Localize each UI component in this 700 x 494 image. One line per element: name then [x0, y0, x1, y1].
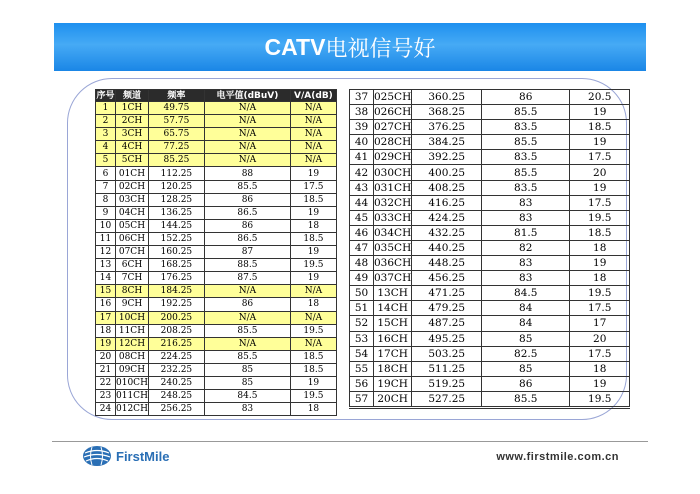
table-cell: 18 — [290, 219, 336, 232]
table-row — [350, 391, 630, 407]
table-row — [350, 225, 630, 240]
table-row — [350, 376, 630, 391]
table-cell: N/A — [204, 102, 290, 115]
table-cell: 527.25 — [412, 391, 482, 407]
table-row — [350, 165, 630, 180]
table-cell: 06CH — [116, 232, 149, 245]
table-cell: 88 — [204, 167, 290, 180]
right-signal-table — [349, 89, 630, 409]
table-cell: 82.5 — [482, 346, 570, 361]
logo-text: FirstMile — [116, 448, 170, 464]
table-cell: 16 — [96, 298, 116, 311]
table-row — [350, 105, 630, 120]
table-cell: 19.5 — [290, 324, 336, 337]
table-cell: 01CH — [116, 167, 149, 180]
table-cell: 1CH — [116, 102, 149, 115]
table-cell: 028CH — [374, 136, 412, 149]
table-cell: 18 — [290, 298, 336, 311]
table-cell: 392.25 — [412, 150, 482, 165]
globe-icon — [82, 445, 112, 467]
table-cell: 83.5 — [482, 150, 570, 165]
table-row — [96, 324, 337, 337]
table-cell: 18.5 — [570, 120, 630, 135]
table-row — [96, 141, 337, 154]
table-cell: 248.25 — [148, 390, 204, 403]
table-cell: N/A — [290, 337, 336, 350]
table-cell: N/A — [290, 102, 336, 115]
table-cell: 49 — [350, 271, 374, 286]
table-cell: N/A — [204, 337, 290, 350]
table-cell: N/A — [204, 141, 290, 154]
table-cell: 4 — [96, 141, 116, 154]
table-cell: 19 — [290, 272, 336, 285]
table-cell: 18.5 — [290, 193, 336, 206]
table-cell: 012CH — [116, 404, 148, 415]
table-cell: 011CH — [116, 391, 148, 402]
table-cell: 2 — [96, 115, 116, 128]
table-cell: 224.25 — [148, 350, 204, 363]
table-row — [350, 331, 630, 346]
table-cell: 18.5 — [290, 363, 336, 376]
table-cell: 19.5 — [290, 259, 336, 272]
table-cell: 86.5 — [204, 206, 290, 219]
table-cell: 86 — [204, 193, 290, 206]
table-cell: 86 — [482, 90, 570, 105]
table-cell: 8 — [96, 193, 116, 206]
table-cell: 50 — [350, 286, 374, 301]
table-cell: 20 — [96, 350, 116, 363]
table-cell: 13 — [96, 259, 116, 272]
table-cell: 85.25 — [148, 154, 204, 167]
table-cell: 14 — [96, 272, 116, 285]
table-cell: 85.5 — [482, 135, 570, 150]
table-cell: 432.25 — [412, 225, 482, 240]
table-row — [350, 301, 630, 316]
table-cell: 479.25 — [412, 301, 482, 316]
table-cell: N/A — [204, 285, 290, 298]
table-cell: 128.25 — [148, 193, 204, 206]
table-row — [96, 259, 337, 272]
table-cell: N/A — [204, 154, 290, 167]
table-cell: 232.25 — [148, 363, 204, 376]
table-cell: 20 — [570, 331, 630, 346]
table-cell: 030CH — [374, 166, 412, 179]
table-cell: 176.25 — [148, 272, 204, 285]
table-cell: 112.25 — [148, 167, 204, 180]
footer-divider — [52, 441, 648, 442]
table-cell: 85.5 — [204, 324, 290, 337]
table-cell: 46 — [350, 225, 374, 240]
table-cell: 10 — [96, 219, 116, 232]
table-cell: 19 — [96, 337, 116, 350]
table-cell: 11 — [96, 232, 116, 245]
table-cell: 9 — [96, 206, 116, 219]
table-row — [350, 195, 630, 210]
table-cell: 10CH — [116, 311, 149, 324]
table-cell: 19.5 — [570, 286, 630, 301]
table-cell: 216.25 — [148, 337, 204, 350]
table-cell: 85.5 — [482, 105, 570, 120]
table-cell: 48 — [350, 256, 374, 271]
table-cell: 424.25 — [412, 210, 482, 225]
table-cell: 84.5 — [482, 286, 570, 301]
table-row — [96, 102, 337, 115]
table-cell: 5CH — [116, 154, 149, 167]
table-cell: 036CH — [374, 257, 412, 270]
table-cell: 503.25 — [412, 346, 482, 361]
table-row — [96, 390, 337, 403]
table-cell: 160.25 — [148, 246, 204, 259]
table-cell: 85.5 — [204, 180, 290, 193]
table-cell: 19 — [570, 256, 630, 271]
table-cell: 86.5 — [204, 232, 290, 245]
table-cell: 7CH — [116, 272, 149, 285]
table-cell: 5 — [96, 154, 116, 167]
table-cell: 87 — [204, 246, 290, 259]
table-cell: 18 — [570, 271, 630, 286]
table-cell: 19 — [290, 167, 336, 180]
table-row — [96, 350, 337, 363]
table-cell: 19 — [570, 180, 630, 195]
table-cell: 85.5 — [482, 391, 570, 407]
table-cell: 54 — [350, 346, 374, 361]
title-bar — [54, 23, 646, 71]
table-cell: 120.25 — [148, 180, 204, 193]
table-cell: 18.5 — [290, 350, 336, 363]
table-row — [96, 403, 337, 416]
column-header: 频率 — [148, 90, 204, 102]
table-cell: N/A — [290, 285, 336, 298]
table-row — [350, 271, 630, 286]
table-cell: 027CH — [374, 121, 412, 134]
table-cell: 05CH — [116, 219, 149, 232]
table-cell: 495.25 — [412, 331, 482, 346]
table-cell: 200.25 — [148, 311, 204, 324]
table-row — [96, 298, 337, 311]
table-row — [350, 361, 630, 376]
table-row — [350, 316, 630, 331]
column-header: 频道 — [116, 90, 149, 102]
table-row — [96, 154, 337, 167]
table-cell: 471.25 — [412, 286, 482, 301]
table-cell: 85 — [204, 376, 290, 389]
table-cell: 83 — [204, 403, 290, 416]
table-cell: 40 — [350, 135, 374, 150]
table-cell: 49.75 — [148, 102, 204, 115]
table-cell: 77.25 — [148, 141, 204, 154]
table-cell: 56 — [350, 376, 374, 391]
left-signal-table — [95, 89, 337, 416]
table-header-row — [96, 90, 337, 102]
table-cell: 029CH — [374, 151, 412, 164]
table-row — [96, 167, 337, 180]
table-row — [96, 180, 337, 193]
table-cell: 18 — [570, 361, 630, 376]
table-cell: 360.25 — [412, 90, 482, 105]
table-row — [350, 180, 630, 195]
table-cell: 035CH — [374, 241, 412, 254]
table-cell: 88.5 — [204, 259, 290, 272]
table-cell: 84.5 — [204, 390, 290, 403]
table-cell: 18CH — [374, 361, 412, 376]
table-row — [96, 376, 337, 389]
table-cell: 57.75 — [148, 115, 204, 128]
table-cell: 376.25 — [412, 120, 482, 135]
table-row — [96, 128, 337, 141]
table-cell: 83 — [482, 271, 570, 286]
table-row — [96, 246, 337, 259]
table-cell: 17 — [96, 311, 116, 324]
table-cell: 21 — [96, 363, 116, 376]
table-row — [350, 346, 630, 361]
table-cell: 18.5 — [570, 225, 630, 240]
table-cell: 168.25 — [148, 259, 204, 272]
table-cell: 408.25 — [412, 180, 482, 195]
table-cell: 83.5 — [482, 180, 570, 195]
table-cell: 17.5 — [290, 180, 336, 193]
table-row — [350, 256, 630, 271]
column-header: V/A(dB) — [290, 90, 336, 102]
table-cell: 18 — [570, 240, 630, 255]
table-cell: 487.25 — [412, 316, 482, 331]
table-cell: 033CH — [374, 211, 412, 224]
table-cell: 09CH — [116, 363, 149, 376]
table-row — [350, 240, 630, 255]
table-cell: 86 — [204, 219, 290, 232]
table-row — [350, 135, 630, 150]
table-cell: 85.5 — [482, 165, 570, 180]
table-cell: 47 — [350, 240, 374, 255]
table-cell: 19CH — [374, 376, 412, 391]
table-cell: 037CH — [374, 272, 412, 285]
table-cell: 19 — [570, 376, 630, 391]
table-row — [350, 150, 630, 165]
table-cell: 010CH — [116, 378, 148, 389]
table-cell: 65.75 — [148, 128, 204, 141]
table-cell: 51 — [350, 301, 374, 316]
table-cell: 031CH — [374, 181, 412, 194]
table-row — [350, 210, 630, 225]
table-cell: 19.5 — [570, 391, 630, 407]
table-cell: 42 — [350, 165, 374, 180]
table-cell: 17.5 — [570, 195, 630, 210]
table-cell: N/A — [204, 311, 290, 324]
table-cell: 04CH — [116, 206, 149, 219]
table-cell: 38 — [350, 105, 374, 120]
table-cell: 416.25 — [412, 195, 482, 210]
table-cell: 240.25 — [148, 376, 204, 389]
table-row — [350, 120, 630, 135]
title-latin: CATV — [264, 33, 326, 60]
table-cell: 83.5 — [482, 120, 570, 135]
table-cell: 7 — [96, 180, 116, 193]
table-row — [350, 286, 630, 301]
table-cell: 82 — [482, 240, 570, 255]
table-cell: 41 — [350, 150, 374, 165]
table-cell: 08CH — [116, 350, 149, 363]
table-cell: 20CH — [374, 391, 412, 407]
table-row — [96, 115, 337, 128]
table-cell: 12 — [96, 246, 116, 259]
table-cell: 57 — [350, 391, 374, 407]
table-cell: 511.25 — [412, 361, 482, 376]
table-cell: 16CH — [374, 331, 412, 346]
table-cell: 184.25 — [148, 285, 204, 298]
table-cell: 17 — [570, 316, 630, 331]
table-cell: 440.25 — [412, 240, 482, 255]
table-cell: 18 — [290, 403, 336, 416]
table-cell: 87.5 — [204, 272, 290, 285]
table-cell: 18.5 — [290, 232, 336, 245]
table-cell: 11CH — [116, 324, 149, 337]
table-cell: 15CH — [374, 316, 412, 331]
table-cell: 034CH — [374, 226, 412, 239]
column-header: 序号 — [96, 90, 115, 101]
table-cell: 17.5 — [570, 150, 630, 165]
table-cell: 85.5 — [204, 350, 290, 363]
table-cell: 456.25 — [412, 271, 482, 286]
table-cell: 85 — [482, 361, 570, 376]
table-cell: 13CH — [374, 286, 412, 301]
table-cell: 24 — [96, 403, 116, 416]
table-cell: 208.25 — [148, 324, 204, 337]
table-cell: 152.25 — [148, 232, 204, 245]
table-cell: 400.25 — [412, 165, 482, 180]
table-cell: 39 — [350, 120, 374, 135]
table-cell: 37 — [350, 90, 374, 105]
table-cell: 19 — [570, 105, 630, 120]
table-cell: N/A — [290, 141, 336, 154]
table-row — [96, 206, 337, 219]
table-row — [96, 193, 337, 206]
table-cell: 17.5 — [570, 301, 630, 316]
table-cell: 19 — [290, 206, 336, 219]
table-cell: 17CH — [374, 346, 412, 361]
table-cell: 6CH — [116, 259, 149, 272]
table-cell: 368.25 — [412, 105, 482, 120]
table-cell: 448.25 — [412, 256, 482, 271]
table-row — [96, 232, 337, 245]
table-cell: 44 — [350, 195, 374, 210]
column-header: 电平值(dBuV) — [204, 90, 290, 102]
table-cell: 4CH — [116, 141, 149, 154]
table-cell: N/A — [204, 115, 290, 128]
table-row — [96, 285, 337, 298]
table-cell: 83 — [482, 256, 570, 271]
table-row — [96, 219, 337, 232]
table-cell: 17.5 — [570, 346, 630, 361]
table-cell: 384.25 — [412, 135, 482, 150]
table-row — [96, 337, 337, 350]
table-cell: 07CH — [116, 246, 149, 259]
table-cell: 026CH — [374, 106, 412, 119]
table-cell: 192.25 — [148, 298, 204, 311]
table-cell: 3 — [96, 128, 116, 141]
table-cell: 84 — [482, 316, 570, 331]
table-cell: N/A — [290, 115, 336, 128]
table-cell: 19.5 — [290, 390, 336, 403]
table-cell: 2CH — [116, 115, 149, 128]
table-cell: 22 — [96, 376, 116, 389]
table-cell: 3CH — [116, 128, 149, 141]
table-cell: 45 — [350, 210, 374, 225]
table-cell: 23 — [96, 390, 116, 403]
table-cell: 43 — [350, 180, 374, 195]
table-cell: 83 — [482, 210, 570, 225]
table-cell: 52 — [350, 316, 374, 331]
table-cell: 02CH — [116, 180, 149, 193]
title-cjk: 电视信号好 — [325, 36, 436, 62]
table-cell: 12CH — [116, 337, 149, 350]
table-cell: 1 — [96, 102, 116, 115]
table-cell: N/A — [290, 311, 336, 324]
table-row — [96, 363, 337, 376]
table-cell: N/A — [290, 128, 336, 141]
table-cell: 83 — [482, 195, 570, 210]
firstmile-logo — [82, 445, 169, 467]
table-cell: 19 — [290, 246, 336, 259]
table-cell: 9CH — [116, 298, 149, 311]
table-cell: 86 — [204, 298, 290, 311]
table-cell: 19.5 — [570, 210, 630, 225]
table-cell: 86 — [482, 376, 570, 391]
table-cell: 136.25 — [148, 206, 204, 219]
table-row — [96, 311, 337, 324]
website-url: www.firstmile.com.cn — [496, 451, 619, 463]
table-cell: N/A — [290, 154, 336, 167]
table-cell: 18 — [96, 324, 116, 337]
table-cell: 025CH — [374, 91, 412, 104]
table-cell: 84 — [482, 301, 570, 316]
table-cell: 8CH — [116, 285, 149, 298]
table-cell: 85 — [204, 363, 290, 376]
table-cell: 81.5 — [482, 225, 570, 240]
table-cell: 20 — [570, 165, 630, 180]
table-cell: N/A — [204, 128, 290, 141]
table-cell: 14CH — [374, 301, 412, 316]
table-cell: 85 — [482, 331, 570, 346]
table-cell: 519.25 — [412, 376, 482, 391]
table-cell: 20.5 — [570, 90, 630, 105]
table-cell: 19 — [570, 135, 630, 150]
table-cell: 53 — [350, 331, 374, 346]
table-cell: 144.25 — [148, 219, 204, 232]
table-cell: 6 — [96, 167, 116, 180]
table-row — [96, 272, 337, 285]
table-cell: 032CH — [374, 196, 412, 209]
table-cell: 15 — [96, 285, 116, 298]
table-cell: 256.25 — [148, 403, 204, 416]
table-cell: 19 — [290, 376, 336, 389]
table-cell: 03CH — [116, 193, 149, 206]
table-cell: 55 — [350, 361, 374, 376]
table-row — [350, 90, 630, 105]
